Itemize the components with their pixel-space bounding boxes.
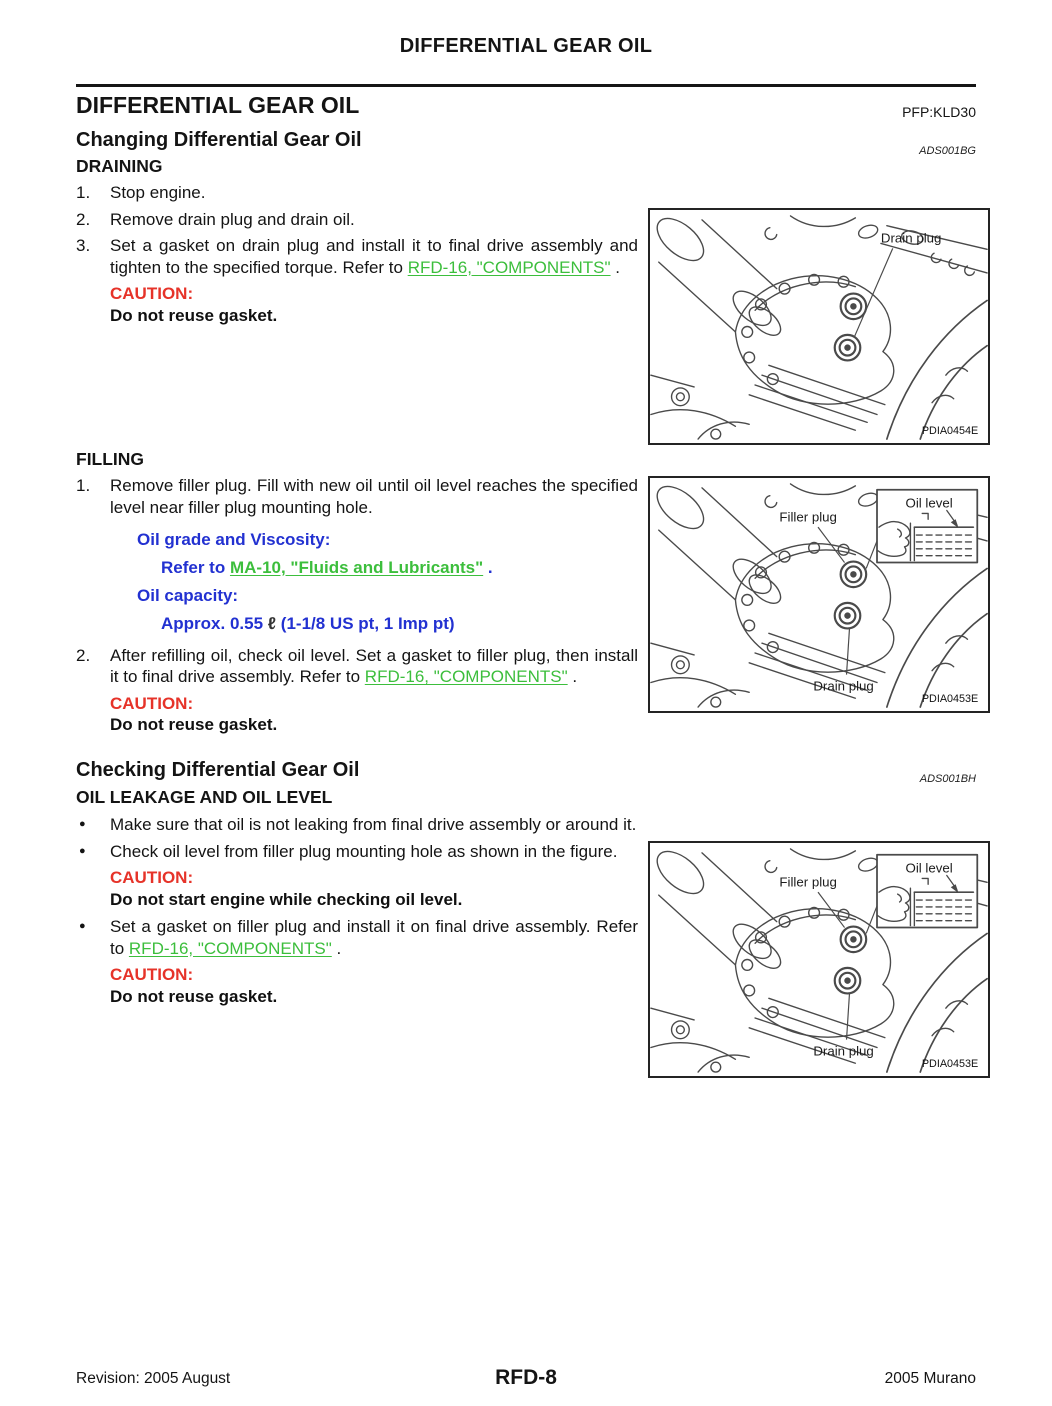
- refer-text-post: .: [483, 558, 493, 577]
- ref-link-rfd16-components[interactable]: RFD-16, "COMPONENTS": [407, 257, 611, 277]
- draining-step-1: [76, 182, 638, 204]
- header-rule: [76, 84, 976, 87]
- caution-block: [110, 964, 638, 1007]
- step-text-post: .: [610, 257, 621, 277]
- caution-block: [110, 867, 638, 910]
- caution-block: [110, 693, 638, 736]
- step-text-pre: Set a gasket on drain plug and install it to final drive assembly and tighten to the specified torque. Refer to: [110, 236, 638, 277]
- caution-block: [110, 283, 638, 326]
- figure-draining: [648, 208, 990, 445]
- bullet-text: Check oil level from filler plug mounting hole as shown in the figure.: [110, 841, 618, 861]
- checking-bullet-3: [76, 916, 638, 959]
- caution-label: CAUTION:: [110, 868, 194, 887]
- step-number: 3.: [76, 236, 91, 255]
- step-text-pre: After refilling oil, check oil level. Set a gasket to filler plug, then install it to final drive assembly. Refer to: [110, 645, 638, 686]
- filling-step-2: [76, 645, 638, 688]
- figure-label-filler-plug: Filler plug: [779, 874, 837, 890]
- figure-checking: [648, 841, 990, 1078]
- step-text: Stop engine.: [110, 183, 206, 202]
- oil-grade-reference: [161, 557, 638, 579]
- oil-spec-block: [137, 529, 638, 635]
- oil-leakage-heading: OIL LEAKAGE AND OIL LEVEL: [76, 787, 333, 807]
- differential-illustration: [650, 210, 988, 443]
- figure-label-oil-level: Oil level: [905, 860, 953, 876]
- figure-code: PDIA0453E: [921, 693, 979, 706]
- filling-step-1: [76, 475, 638, 518]
- section-title: DIFFERENTIAL GEAR OIL: [76, 92, 360, 118]
- caution-text: Do not reuse gasket.: [110, 715, 278, 734]
- caution-text: Do not reuse gasket.: [110, 986, 278, 1006]
- filling-heading: FILLING: [76, 449, 145, 469]
- step-text: [110, 645, 638, 688]
- page-running-title: DIFFERENTIAL GEAR OIL: [399, 35, 653, 57]
- figure-filling: [648, 476, 990, 713]
- checking-bullet-2: [76, 841, 638, 863]
- checking-bullet-1: [76, 814, 686, 836]
- caution-label: CAUTION:: [110, 693, 194, 713]
- footer-model: 2005 Murano: [884, 1370, 976, 1387]
- differential-illustration: [650, 478, 988, 711]
- draining-steps: [76, 182, 638, 332]
- footer-revision: Revision: 2005 August: [76, 1370, 231, 1387]
- ref-link-ma10-fluids[interactable]: MA-10, "Fluids and Lubricants": [229, 558, 484, 577]
- bullet-icon: ●: [79, 844, 86, 857]
- step-number: 2.: [76, 209, 91, 229]
- caution-label: CAUTION:: [110, 965, 194, 984]
- figure-label-oil-level: Oil level: [905, 495, 953, 511]
- filling-steps: [76, 475, 638, 742]
- bullet-text: [110, 916, 638, 959]
- bullet-icon: ●: [79, 920, 86, 932]
- step-text: Remove filler plug. Fill with new oil until oil level reaches the specified level near filler plug mounting hole.: [110, 476, 638, 517]
- bullet-icon: ●: [79, 818, 86, 830]
- changing-ref-code: ADS001BG: [919, 145, 976, 157]
- step-text: [110, 235, 638, 278]
- step-text-post: .: [567, 667, 578, 686]
- capacity-text-post: (1-1/8 US pt, 1 Imp pt): [276, 614, 455, 633]
- figure-label-drain-plug: Drain plug: [880, 230, 942, 246]
- ref-link-rfd16-components[interactable]: RFD-16, "COMPONENTS": [364, 667, 568, 686]
- step-number: 1.: [76, 476, 91, 495]
- caution-label: CAUTION:: [110, 284, 194, 303]
- figure-label-drain-plug: Drain plug: [813, 1043, 874, 1059]
- figure-code: PDIA0454E: [921, 425, 979, 438]
- capacity-text: Approx. 0.55: [161, 614, 268, 633]
- oil-grade-heading: Oil grade and Viscosity:: [137, 530, 331, 549]
- draining-heading: DRAINING: [76, 156, 163, 176]
- draining-step-2: [76, 209, 638, 231]
- differential-illustration: [650, 843, 988, 1076]
- draining-step-3: [76, 235, 638, 278]
- liter-symbol: ℓ: [267, 614, 277, 633]
- figure-code: PDIA0453E: [921, 1058, 979, 1071]
- ref-link-rfd16-components[interactable]: RFD-16, "COMPONENTS": [128, 938, 332, 958]
- oil-capacity-heading: Oil capacity:: [137, 586, 239, 605]
- checking-section-title: Checking Differential Gear Oil: [76, 759, 360, 781]
- figure-label-drain-plug: Drain plug: [813, 678, 874, 694]
- step-number: 1.: [76, 183, 91, 202]
- step-number: 2.: [76, 645, 91, 665]
- caution-text: Do not start engine while checking oil level.: [110, 889, 463, 909]
- figure-label-filler-plug: Filler plug: [779, 509, 837, 525]
- bullet-text-post: .: [331, 938, 342, 958]
- refer-text: Refer to: [161, 558, 230, 577]
- bullet-text-pre: Set a gasket on filler plug and install it on final drive assembly. Refer to: [110, 917, 638, 958]
- caution-text: Do not reuse gasket.: [110, 305, 278, 325]
- checking-bullets: [76, 814, 638, 1013]
- oil-capacity-value: [161, 613, 638, 635]
- pfp-code: PFP:KLD30: [902, 104, 976, 120]
- step-text: Remove drain plug and drain oil.: [110, 209, 355, 229]
- checking-ref-code: ADS001BH: [919, 773, 976, 785]
- bullet-text: Make sure that oil is not leaking from final drive assembly or around it.: [110, 815, 637, 834]
- changing-section-title: Changing Differential Gear Oil: [76, 129, 362, 151]
- footer-page-code: RFD-8: [495, 1366, 557, 1389]
